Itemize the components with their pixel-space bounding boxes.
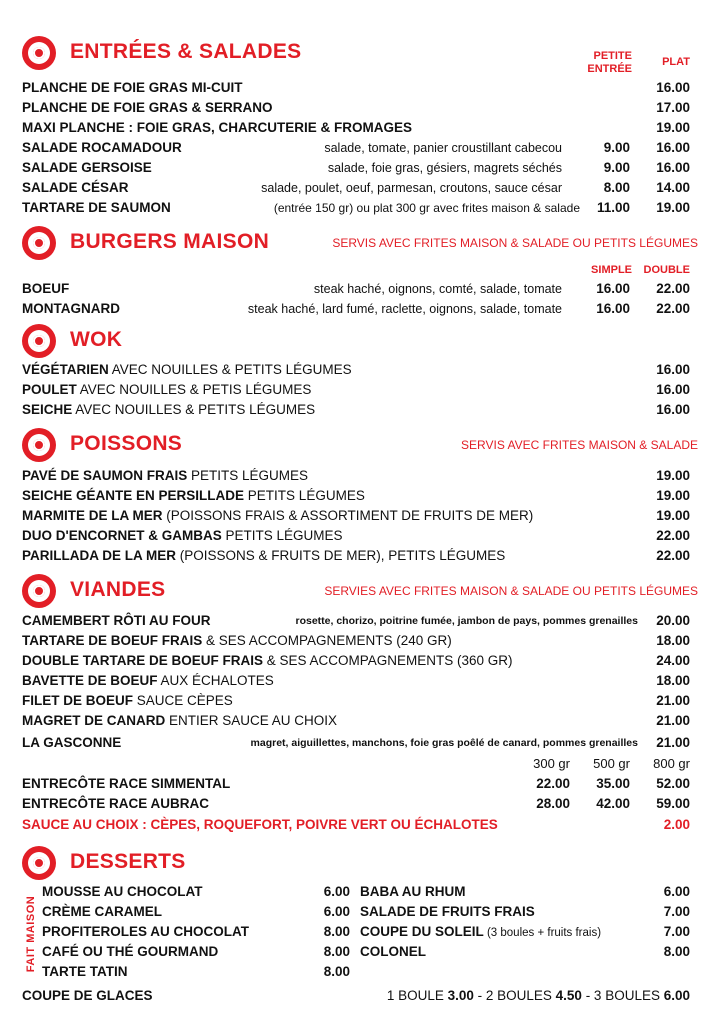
menu-item: SALADE CÉSAR salade, poulet, oeuf, parmesan, croutons, sauce césar 8.00 14.00 <box>22 180 690 195</box>
section-header <box>22 428 698 462</box>
menu-item: DUO D'ENCORNET & GAMBAS PETITS LÉGUMES 22.00 <box>22 528 690 543</box>
section-title: BURGERS MAISON <box>70 230 270 253</box>
dessert-item: PROFITEROLES AU CHOCOLAT 8.00 <box>42 924 350 939</box>
menu-item: TARTARE DE SAUMON (entrée 150 gr) ou plat 300 gr avec frites maison & salade 11.00 19.00 <box>22 200 690 215</box>
dessert-item: CRÈME CARAMEL 6.00 <box>42 904 350 919</box>
section-title: POISSONS <box>70 432 183 455</box>
column-header-plat: PLAT <box>662 56 690 68</box>
menu-item: PARILLADA DE LA MER (POISSONS & FRUITS DE MER), PETITS LÉGUMES 22.00 <box>22 548 690 563</box>
menu-item: CAMEMBERT RÔTI AU FOUR rosette, chorizo, poitrine fumée, jambon de pays, pommes grenailles 20.00 <box>22 613 690 628</box>
fait-maison-label: FAIT MAISON <box>25 895 37 973</box>
section-title: VIANDES <box>70 578 166 601</box>
column-header-petite-entree: PETITE ENTRÉE <box>587 50 632 75</box>
section-header <box>22 846 698 880</box>
menu-item: PLANCHE DE FOIE GRAS MI-CUIT 16.00 <box>22 80 690 95</box>
menu-item: ENTRECÔTE RACE SIMMENTAL 22.00 35.00 52.00 <box>22 776 690 791</box>
restaurant-logo-icon <box>22 428 56 462</box>
restaurant-logo-icon <box>22 574 56 608</box>
dessert-item: BABA AU RHUM 6.00 <box>360 884 690 899</box>
section-header <box>22 324 698 358</box>
menu-item: PAVÉ DE SAUMON FRAIS PETITS LÉGUMES 19.00 <box>22 468 690 483</box>
ice-cream-prices: 1 BOULE 3.00 - 2 BOULES 4.50 - 3 BOULES 6.00 <box>386 988 690 1003</box>
dessert-item: CAFÉ OU THÉ GOURMAND 8.00 <box>42 944 350 959</box>
menu-item: SEICHE AVEC NOUILLES & PETITS LÉGUMES 16.00 <box>22 402 690 417</box>
menu-item: FILET DE BOEUF SAUCE CÈPES 21.00 <box>22 693 690 708</box>
dessert-item: COUPE DU SOLEIL (3 boules + fruits frais) 7.00 <box>360 924 690 939</box>
menu-item: MONTAGNARD steak haché, lard fumé, raclette, oignons, salade, tomate 16.00 22.00 <box>22 301 690 316</box>
section-header <box>22 226 698 260</box>
menu-item: VÉGÉTARIEN AVEC NOUILLES & PETITS LÉGUMES 16.00 <box>22 362 690 377</box>
restaurant-logo-icon <box>22 36 56 70</box>
restaurant-logo-icon <box>22 324 56 358</box>
menu-item: TARTARE DE BOEUF FRAIS & SES ACCOMPAGNEMENTS (240 GR) 18.00 <box>22 633 690 648</box>
menu-item: MAXI PLANCHE : FOIE GRAS, CHARCUTERIE & FROMAGES 19.00 <box>22 120 690 135</box>
restaurant-logo-icon <box>22 226 56 260</box>
column-header-simple: SIMPLE <box>591 264 632 276</box>
restaurant-logo-icon <box>22 846 56 880</box>
dessert-item: TARTE TATIN 8.00 <box>42 964 350 979</box>
menu-item: BAVETTE DE BOEUF AUX ÉCHALOTES 18.00 <box>22 673 690 688</box>
column-header-double: DOUBLE <box>643 264 690 276</box>
menu-item: LA GASCONNE magret, aiguillettes, manchons, foie gras poêlé de canard, pommes grenailles 21.00 <box>22 735 690 750</box>
menu-item: POULET AVEC NOUILLES & PETIS LÉGUMES 16.00 <box>22 382 690 397</box>
dessert-item: SALADE DE FRUITS FRAIS 7.00 <box>360 904 690 919</box>
menu-item: PLANCHE DE FOIE GRAS & SERRANO 17.00 <box>22 100 690 115</box>
sauce-option: SAUCE AU CHOIX : CÈPES, ROQUEFORT, POIVRE VERT OU ÉCHALOTES 2.00 <box>22 817 690 832</box>
menu-item: SEICHE GÉANTE EN PERSILLADE PETITS LÉGUMES 19.00 <box>22 488 690 503</box>
section-title: WOK <box>70 328 123 351</box>
menu-item: MAGRET DE CANARD ENTIER SAUCE AU CHOIX 21.00 <box>22 713 690 728</box>
menu-item: ENTRECÔTE RACE AUBRAC 28.00 42.00 59.00 <box>22 796 690 811</box>
menu-item: DOUBLE TARTARE DE BOEUF FRAIS & SES ACCOMPAGNEMENTS (360 GR) 24.00 <box>22 653 690 668</box>
menu-item: SALADE ROCAMADOUR salade, tomate, panier croustillant cabecou 9.00 16.00 <box>22 140 690 155</box>
dessert-item: COLONEL 8.00 <box>360 944 690 959</box>
section-note: SERVIES AVEC FRITES MAISON & SALADE OU PETITS LÉGUMES <box>324 584 698 598</box>
section-header <box>22 574 698 608</box>
menu-item: SALADE GERSOISE salade, foie gras, gésiers, magrets séchés 9.00 16.00 <box>22 160 690 175</box>
section-note: SERVIS AVEC FRITES MAISON & SALADE OU PETITS LÉGUMES <box>332 236 698 250</box>
weight-header-row: 300 gr 500 gr 800 gr <box>533 756 690 771</box>
section-title: DESSERTS <box>70 850 186 873</box>
menu-item: MARMITE DE LA MER (POISSONS FRAIS & ASSORTIMENT DE FRUITS DE MER) 19.00 <box>22 508 690 523</box>
section-title: ENTRÉES & SALADES <box>70 40 302 63</box>
section-note: SERVIS AVEC FRITES MAISON & SALADE <box>461 438 698 452</box>
ice-cream-item: COUPE DE GLACES 1 BOULE 3.00 - 2 BOULES 4.50 - 3 BOULES 6.00 <box>22 986 690 1006</box>
menu-item: BOEUF steak haché, oignons, comté, salade, tomate 16.00 22.00 <box>22 281 690 296</box>
dessert-item: MOUSSE AU CHOCOLAT 6.00 <box>42 884 350 899</box>
